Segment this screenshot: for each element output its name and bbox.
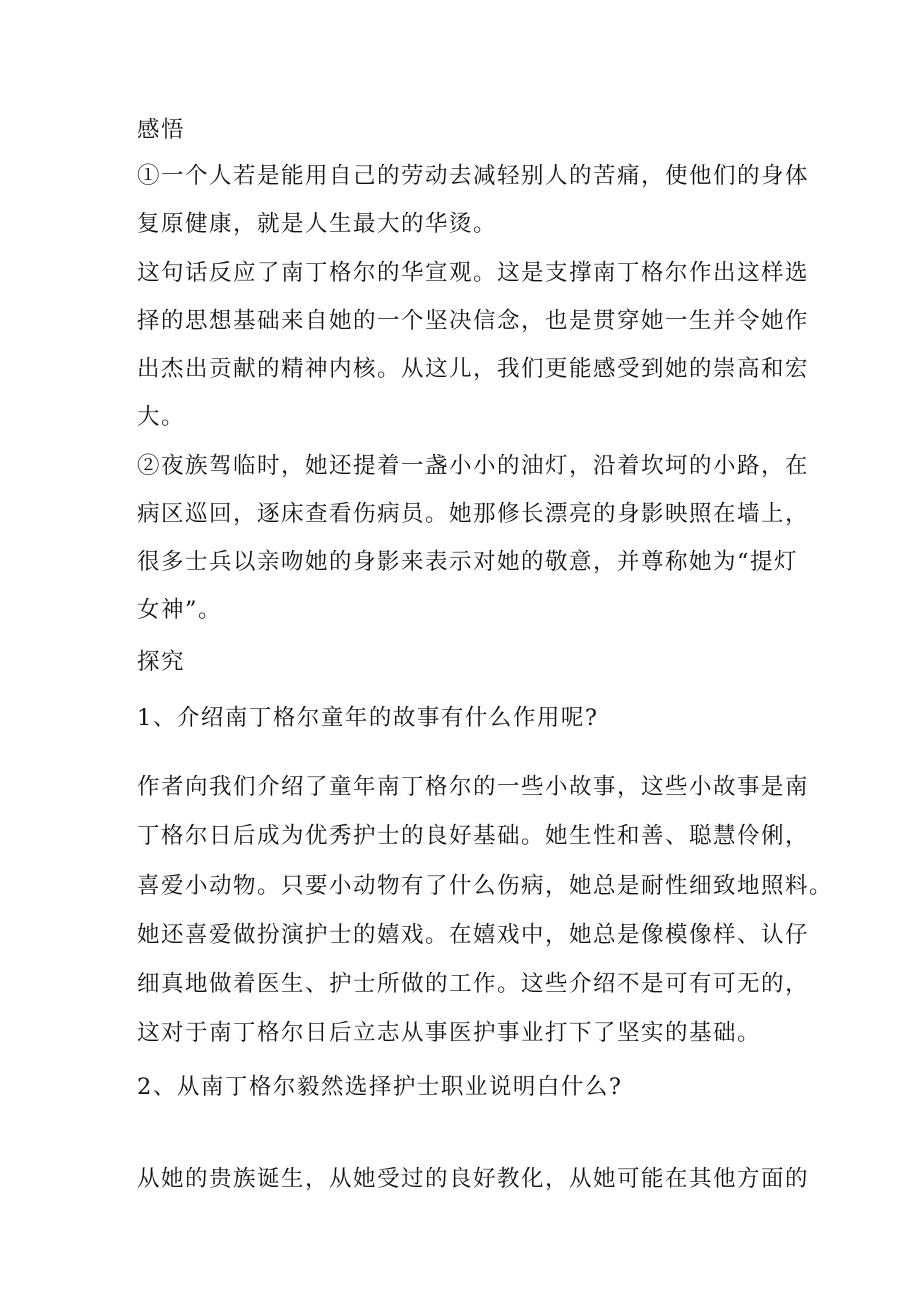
- answer-1-line-2: 丁格尔日后成为优秀护士的良好基础。她生性和善、聪慧伶俐，: [137, 823, 810, 849]
- quote-1-line-1: ①一个人若是能用自己的劳动去减轻别人的苦痛，使他们的身体: [137, 163, 810, 189]
- question-2: 2、从南丁格尔毅然选择护士职业说明白什么?: [137, 1074, 623, 1100]
- section-heading-ganwu: 感悟: [137, 117, 186, 143]
- answer-1-line-6: 这对于南丁格尔日后立志从事医护事业打下了坚实的基础。: [137, 1020, 762, 1046]
- question-1: 1、介绍南丁格尔童年的故事有什么作用呢?: [137, 705, 599, 731]
- quote-2-line-4: 女神”。: [137, 597, 223, 623]
- comment-1-line-1: 这句话反应了南丁格尔的华宣观。这是支撑南丁格尔作出这样选: [137, 260, 810, 286]
- quote-2-line-3: 很多士兵以亲吻她的身影来表示对她的敬意，并尊称她为“提灯: [137, 549, 799, 575]
- comment-1-line-4: 大。: [137, 404, 186, 430]
- answer-1-line-5: 细真地做着医生、护士所做的工作。这些介绍不是可有可无的，: [137, 971, 810, 997]
- section-heading-tanjiu: 探究: [137, 649, 186, 675]
- answer-2-line-1: 从她的贵族诞生，从她受过的良好教化，从她可能在其他方面的: [137, 1166, 810, 1192]
- answer-1-line-1: 作者向我们介绍了童年南丁格尔的一些小故事，这些小故事是南: [137, 774, 810, 800]
- quote-1-line-2: 复原健康，就是人生最大的华烫。: [137, 211, 498, 237]
- quote-2-line-1: ②夜族驾临时，她还提着一盏小小的油灯，沿着坎坷的小路，在: [137, 453, 810, 479]
- answer-1-line-3: 喜爱小动物。只要小动物有了什么伤病，她总是耐性细致地照料。: [137, 873, 834, 899]
- quote-2-line-2: 病区巡回，逐床查看伤病员。她那修长漂亮的身影映照在墙上，: [137, 501, 810, 527]
- comment-1-line-2: 择的思想基础来自她的一个坚决信念，也是贯穿她一生并令她作: [137, 308, 810, 334]
- answer-1-line-4: 她还喜爱做扮演护士的嬉戏。在嬉戏中，她总是像模像样、认仔: [137, 922, 810, 948]
- comment-1-line-3: 出杰出贡献的精神内核。从这儿，我们更能感受到她的崇高和宏: [137, 356, 810, 382]
